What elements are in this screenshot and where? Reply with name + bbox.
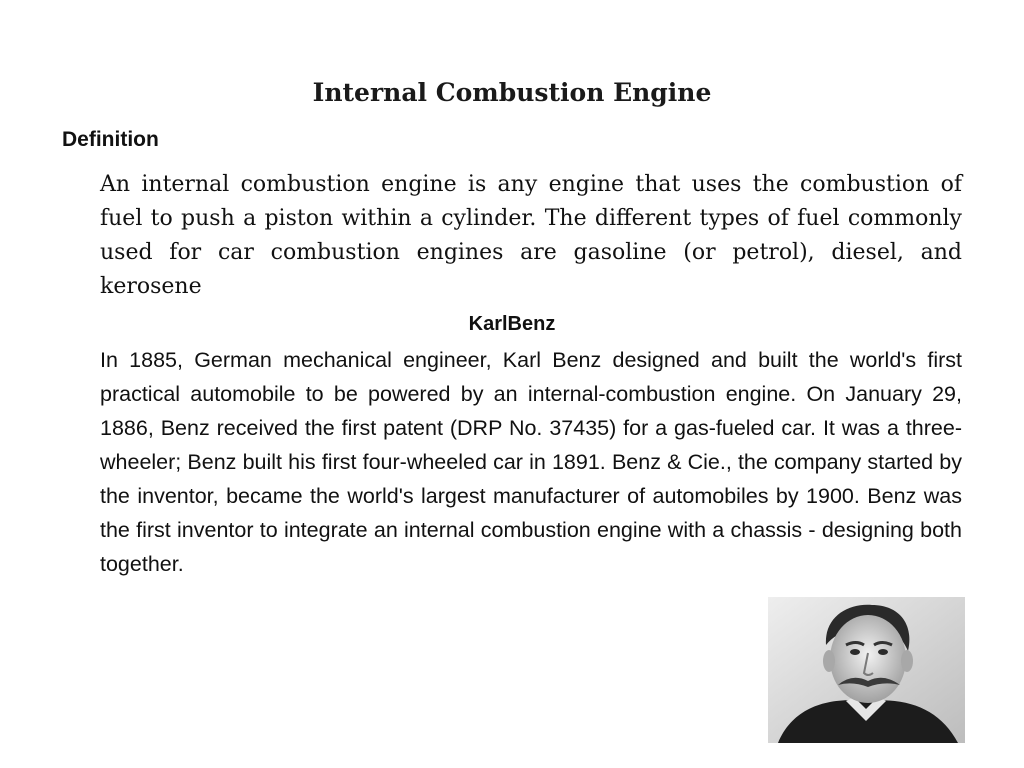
definition-paragraph: An internal combustion engine is any engine that uses the combustion of fuel to push a piston within a cylinder. The different types of fuel commonly used for car combustion engines are gasoline (or petrol), diesel, and kerosene [100, 172, 962, 299]
karl-benz-heading: KarlBenz [468, 313, 556, 335]
definition-heading: Definition [62, 128, 159, 151]
karl-benz-paragraph: In 1885, German mechanical engineer, Karl Benz designed and built the world's first practical automobile to be powered by an internal-combustion engine. On January 29, 1886, Benz received the first patent (DRP No. 37435) for a gas-fueled car. It was a three-wheeler; Benz built his first four-wheeled car in 1891. Benz & Cie., the company started by the inventor, became the world's largest manufacturer of automobiles by 1900. Benz was the first inventor to integrate an internal combustion engine with a chassis - designing both together. [100, 348, 962, 576]
portrait-photo-icon [768, 597, 965, 743]
slide-title: Internal Combustion Engine [312, 78, 712, 107]
karl-benz-portrait [768, 597, 965, 743]
